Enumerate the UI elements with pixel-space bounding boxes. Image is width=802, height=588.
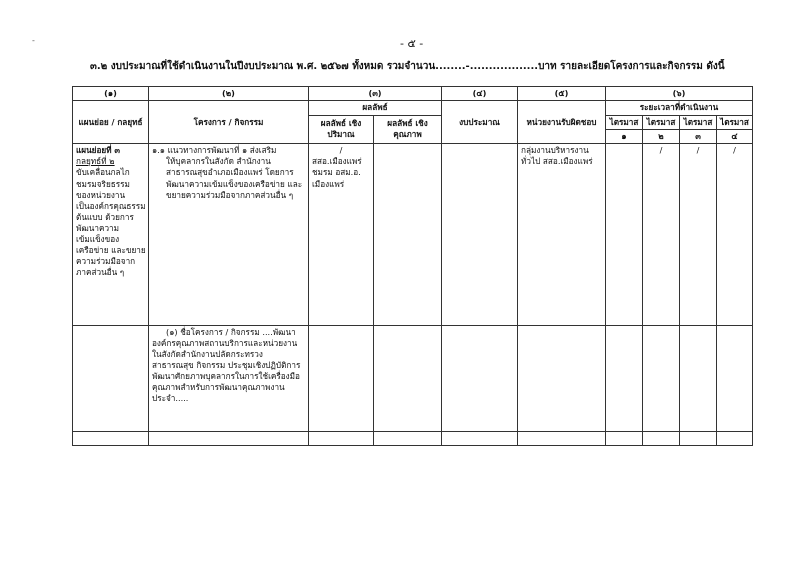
header-quarter-1-label: ไตรมาส: [606, 115, 643, 129]
empty-cell: [717, 431, 753, 445]
project-cell: [149, 144, 309, 325]
activity-line: พัฒนาศักยภาพบุคลากรในการใช้เครื่องมือ: [152, 370, 300, 381]
empty-cell: [442, 325, 518, 431]
col-number-5: (๕): [518, 87, 606, 101]
activity-line: สาธารณสุข กิจกรรม ประชุมเชิงปฏิบัติการ: [152, 359, 301, 370]
header-quantity: ผลลัพธ์ เชิงปริมาณ: [309, 115, 374, 144]
quarter-4-mark: /: [717, 144, 753, 325]
header-budget: งบประมาณ: [442, 101, 518, 144]
activity-line: ประจำ.....: [152, 393, 189, 404]
activity-line: ในสังกัดสำนักงานปลัดกระทรวง: [152, 348, 263, 359]
plan-title: แผนย่อยที่ ๓: [76, 145, 121, 156]
plan-line: ขับเคลื่อนกลไก: [76, 167, 130, 178]
header-quarter-2: ๒: [643, 129, 680, 143]
empty-cell: [643, 431, 680, 445]
plan-line: เข้มแข็งของ: [76, 233, 120, 244]
quantity-cell: [309, 144, 374, 325]
section-heading: ๓.๒ งบประมาณที่ใช้ดำเนินงานในปีงบประมาณ พ.ศ. ๒๕๖๗ ทั้งหมด รวมจำนวน........-..................บาท รายละเอียดโครงการและกิจกรรม ดังนี้: [90, 61, 725, 72]
plan-line: พัฒนาความ: [76, 222, 120, 233]
header-quarter-3-label: ไตรมาส: [680, 115, 717, 129]
empty-cell: [606, 431, 643, 445]
project-line: ให้บุคลากรในสังกัด สำนักงาน: [166, 156, 271, 167]
quantity-line: สสอ.เมืองแพร่: [312, 156, 362, 167]
responsible-cell: [518, 144, 606, 325]
budget-table: [72, 86, 753, 446]
plan-line: ต้นแบบ ด้วยการ: [76, 211, 134, 222]
plan-line: ความร่วมมือจาก: [76, 255, 136, 266]
empty-cell: [73, 431, 149, 445]
plan-line: ชมรมจริยธรรม: [76, 178, 130, 189]
plan-strategy: กลยุทธ์ที่ ๒: [76, 156, 115, 167]
quarter-2-mark: /: [643, 144, 680, 325]
budget-cell: [442, 144, 518, 325]
activity-cell: [149, 325, 309, 431]
header-quarter-1: ๑: [606, 129, 643, 143]
responsible-line: กลุ่มงานบริหารงาน: [521, 145, 589, 156]
empty-cell: [680, 431, 717, 445]
header-quarter-4-label: ไตรมาส: [717, 115, 753, 129]
project-line: สาธารณสุขอำเภอเมืองแพร่ โดยการ: [166, 167, 294, 178]
quarter-3-mark: /: [680, 144, 717, 325]
quantity-line: ชมรม อสม.อ.: [312, 167, 361, 178]
col-number-6: (๖): [606, 87, 753, 101]
corner-mark: -: [32, 36, 35, 45]
quantity-check: /: [339, 145, 343, 156]
header-period: ระยะเวลาที่ดำเนินงาน: [606, 101, 753, 115]
plan-line: ของหน่วยงาน: [76, 189, 126, 200]
col-number-1: (๑): [73, 87, 149, 101]
activity-line: (๑) ชื่อโครงการ / กิจกรรม ....พัฒนา: [166, 326, 296, 337]
header-quarter-4: ๔: [717, 129, 753, 143]
header-responsible: หน่วยงานรับผิดชอบ: [518, 101, 606, 144]
page-number: - ๕ -: [400, 37, 424, 50]
empty-cell: [606, 325, 643, 431]
empty-cell: [442, 431, 518, 445]
col-number-3: (๓): [309, 87, 442, 101]
header-project: โครงการ / กิจกรรม: [149, 101, 309, 144]
plan-line: เป็นองค์กรคุณธรรม: [76, 200, 146, 211]
quality-cell: [374, 144, 442, 325]
empty-cell: [680, 325, 717, 431]
empty-cell: [374, 325, 442, 431]
header-plan: แผนย่อย / กลยุทธ์: [73, 101, 149, 144]
empty-cell: [149, 431, 309, 445]
project-line: พัฒนาความเข้มแข็งของเครือข่าย และ: [166, 178, 303, 189]
header-quarter-3: ๓: [680, 129, 717, 143]
quarter-1-mark: [606, 144, 643, 325]
plan-cell: [73, 144, 149, 325]
header-quarter-2-label: ไตรมาส: [643, 115, 680, 129]
plan-line: เครือข่าย และขยาย: [76, 244, 146, 255]
activity-line: คุณภาพสำหรับการพัฒนาคุณภาพงาน: [152, 382, 285, 393]
empty-cell: [309, 431, 374, 445]
plan-line: ภาคส่วนอื่น ๆ: [76, 267, 125, 277]
col-number-4: (๔): [442, 87, 518, 101]
empty-cell: [73, 325, 149, 431]
col-number-2: (๒): [149, 87, 309, 101]
empty-cell: [717, 325, 753, 431]
project-line: ๑.๑ แนวทางการพัฒนาที่ ๑ ส่งเสริม: [152, 145, 277, 156]
empty-cell: [374, 431, 442, 445]
empty-cell: [518, 431, 606, 445]
empty-cell: [518, 325, 606, 431]
empty-cell: [643, 325, 680, 431]
quantity-line: เมืองแพร่: [312, 178, 345, 189]
empty-cell: [309, 325, 374, 431]
project-line: ขยายความร่วมมือจากภาคส่วนอื่น ๆ: [166, 189, 294, 200]
header-outputs: ผลลัพธ์: [309, 101, 442, 115]
activity-line: องค์กรคุณภาพสถานบริการและหน่วยงาน: [152, 337, 298, 348]
header-quality: ผลลัพธ์ เชิงคุณภาพ: [374, 115, 442, 144]
responsible-line: ทั่วไป สสอ.เมืองแพร่: [521, 156, 593, 167]
